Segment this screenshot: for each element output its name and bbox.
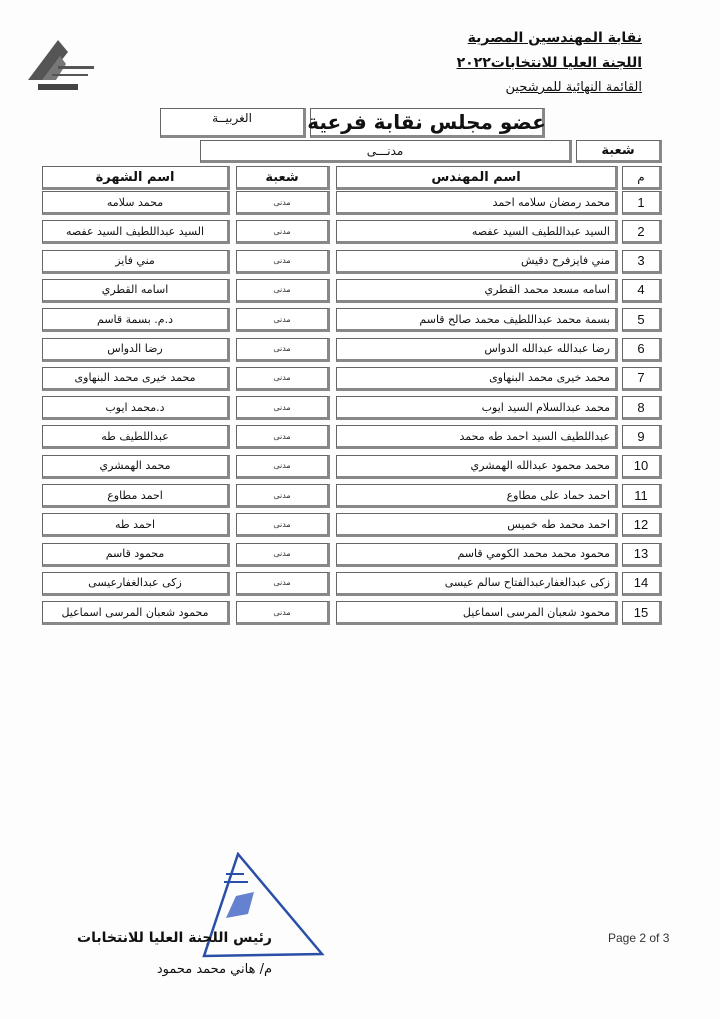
row-division: مدنى	[236, 367, 330, 391]
col-num-header: م	[622, 166, 662, 190]
nickname: د.محمد ايوب	[42, 396, 230, 420]
nickname: د.م. بسمة قاسم	[42, 308, 230, 332]
row-number: 11	[622, 484, 662, 508]
row-division: مدنى	[236, 279, 330, 303]
engineer-name: احمد محمد طه خميس	[336, 513, 618, 537]
nickname: محمود قاسم	[42, 543, 230, 567]
nickname: السيد عبداللطيف السيد عفصه	[42, 220, 230, 244]
row-number: 9	[622, 425, 662, 449]
row-division: مدنى	[236, 308, 330, 332]
position-title: عضو مجلس نقابة فرعية	[310, 108, 545, 138]
nickname: محمد سلامه	[42, 191, 230, 215]
row-number: 3	[622, 250, 662, 274]
nickname: محمد خيرى محمد البنهاوى	[42, 367, 230, 391]
committee-name: اللجنة العليا للانتخابات٢٠٢٢	[456, 55, 642, 71]
list-title: القائمة النهائية للمرشحين	[505, 80, 642, 95]
row-division: مدنى	[236, 543, 330, 567]
row-division: مدنى	[236, 601, 330, 625]
nickname: اسامه القطري	[42, 279, 230, 303]
engineer-name: زكى عبدالغفارعبدالفتاح سالم عيسى	[336, 572, 618, 596]
nickname: محمود شعبان المرسى اسماعيل	[42, 601, 230, 625]
division-value: مدنـــى	[200, 140, 572, 163]
nickname: محمد الهمشري	[42, 455, 230, 479]
row-division: مدنى	[236, 220, 330, 244]
row-number: 7	[622, 367, 662, 391]
row-division: مدنى	[236, 191, 330, 215]
division-label: شعبة	[576, 140, 662, 163]
col-division-header: شعبة	[236, 166, 330, 190]
nickname: زكى عبدالغفارعيسى	[42, 572, 230, 596]
row-number: 6	[622, 338, 662, 362]
signature-title: رئيس اللجنة العليا للانتخابات	[77, 930, 272, 946]
engineer-name: بسمة محمد عبداللطيف محمد صالح قاسم	[336, 308, 618, 332]
syndicate-logo	[28, 38, 98, 94]
engineer-name: محمد خيرى محمد البنهاوى	[336, 367, 618, 391]
signature-name: م/ هاني محمد محمود	[156, 962, 272, 977]
engineer-name: محمد محمود عبدالله الهمشري	[336, 455, 618, 479]
nickname: مني فايز	[42, 250, 230, 274]
row-division: مدنى	[236, 484, 330, 508]
row-number: 10	[622, 455, 662, 479]
org-name: نقابة المهندسين المصرية	[467, 30, 642, 46]
row-number: 4	[622, 279, 662, 303]
engineer-name: اسامه مسعد محمد القطري	[336, 279, 618, 303]
row-division: مدنى	[236, 513, 330, 537]
nickname: احمد مطاوع	[42, 484, 230, 508]
engineer-name: مني فايزفرح دقيش	[336, 250, 618, 274]
row-number: 2	[622, 220, 662, 244]
row-number: 15	[622, 601, 662, 625]
engineer-name: رضا عبدالله عبدالله الدواس	[336, 338, 618, 362]
row-division: مدنى	[236, 338, 330, 362]
engineer-name: احمد حماد على مطاوع	[336, 484, 618, 508]
row-number: 12	[622, 513, 662, 537]
nickname: عبداللطيف طه	[42, 425, 230, 449]
col-name-header: اسم المهندس	[336, 166, 618, 190]
engineer-name: محمد رمضان سلامه احمد	[336, 191, 618, 215]
row-number: 13	[622, 543, 662, 567]
engineer-name: محمود شعبان المرسى اسماعيل	[336, 601, 618, 625]
engineer-name: السيد عبداللطيف السيد عفصه	[336, 220, 618, 244]
row-division: مدنى	[236, 572, 330, 596]
row-number: 8	[622, 396, 662, 420]
row-number: 1	[622, 191, 662, 215]
row-division: مدنى	[236, 455, 330, 479]
engineer-name: محمود محمد محمد الكومي قاسم	[336, 543, 618, 567]
col-nickname-header: اسم الشهرة	[42, 166, 230, 190]
row-division: مدنى	[236, 425, 330, 449]
nickname: احمد طه	[42, 513, 230, 537]
branch-name: الغربيــة	[160, 108, 306, 138]
engineer-name: محمد عبدالسلام السيد ايوب	[336, 396, 618, 420]
nickname: رضا الدواس	[42, 338, 230, 362]
row-division: مدنى	[236, 396, 330, 420]
page-number: Page 2 of 3	[608, 931, 670, 945]
row-division: مدنى	[236, 250, 330, 274]
row-number: 14	[622, 572, 662, 596]
row-number: 5	[622, 308, 662, 332]
engineer-name: عبداللطيف السيد احمد طه محمد	[336, 425, 618, 449]
